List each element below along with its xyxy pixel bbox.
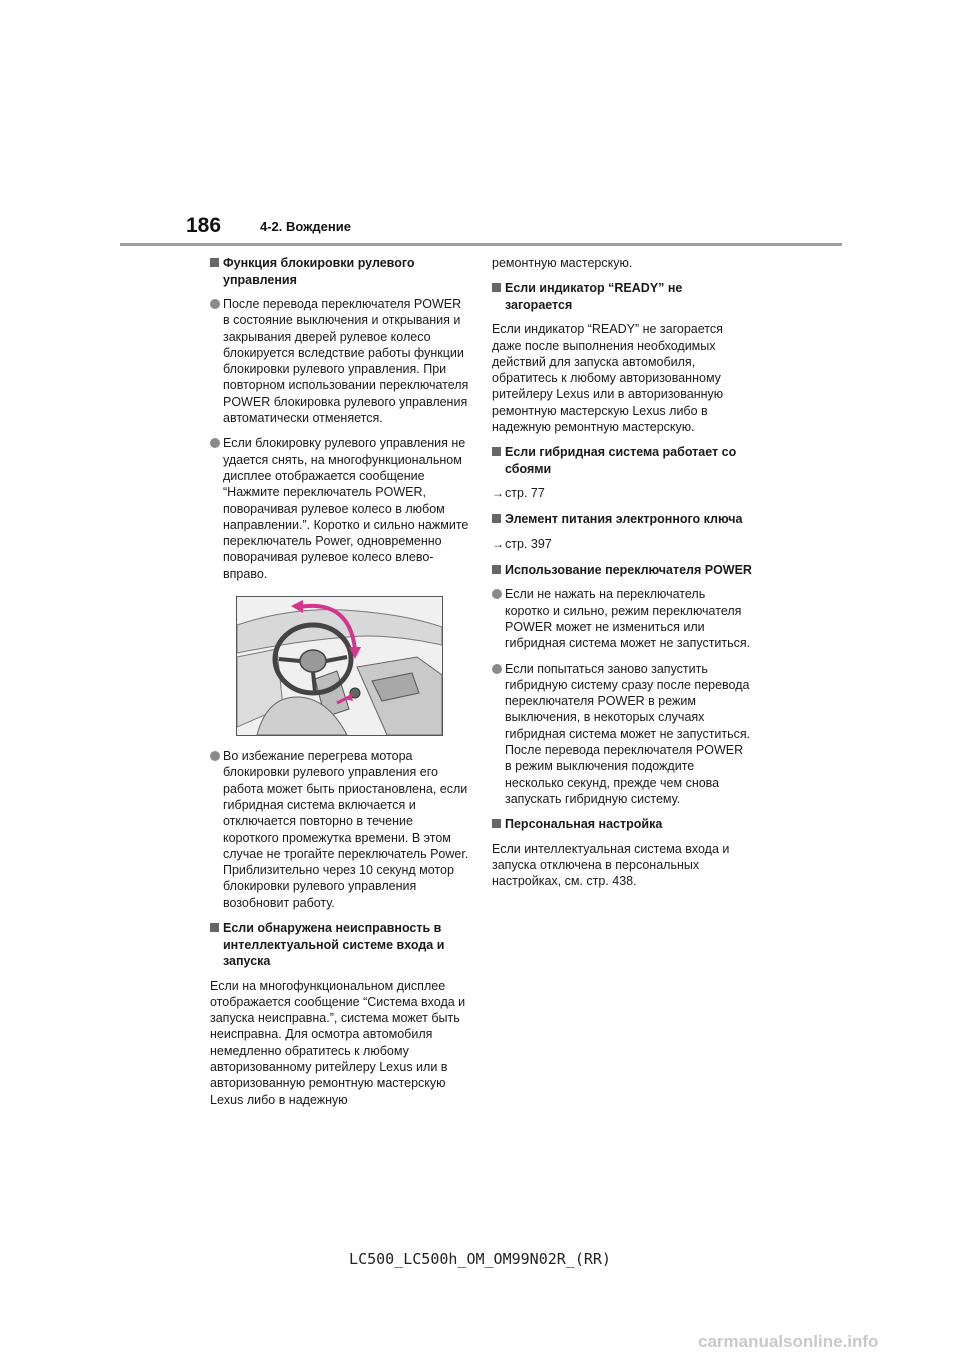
square-bullet-icon [492,447,501,456]
left-column [210,255,470,1117]
steering-wheel-drawing [237,597,442,735]
page-reference-397[interactable]: →стр. 397 [492,536,552,551]
right-column [492,255,752,899]
watermark: carmanualsonline.info [698,1332,879,1351]
page-reference-77[interactable]: →стр. 77 [492,486,545,501]
bullet-power-restart: Если попытаться заново запустить гибридную систему сразу после перевода переключателя POWER в режим выключения, в некоторых случаях гибридная система может не запуститься. После перевода переключателя POWER в режим выключения подождите несколько секунд, прежде чем снова запускать гибридную систему. [492,661,752,808]
square-bullet-icon [210,923,219,932]
section-title: 4-2. Вождение [260,219,351,234]
round-bullet-icon [492,589,502,599]
arrow-right-icon: → [492,536,504,551]
heading-ready-indicator: Если индикатор “READY” не загорается [492,280,752,313]
header-rule [120,243,842,246]
page-number: 186 [186,214,222,237]
bullet-steering-lock-release: Если блокировку рулевого управления не удается снять, на многофункциональном дисплее отображается сообщение “Нажмите переключатель POWER, поворачивая рулевое колесо в любом направлении.”. Коротко и сильно нажмите переключатель Power, одновременно поворачивая рулевое колесо влево-вправо. [210,435,470,582]
paragraph-ready-indicator: Если индикатор “READY” не загорается даже после выполнения необходимых действий для запуска автомобиля, обратитесь к любому авторизованному ритейлеру Lexus или в авторизованную ремонтную мастерскую Lexus либо в надежную ремонтную мастерскую. [492,322,724,435]
paragraph-continuation: ремонтную мастерскую. [492,256,633,270]
paragraph-smart-entry-malfunction: Если на многофункциональном дисплее отображается сообщение “Система входа и запуска неисправна.”, система может быть неисправна. Для осмотра автомобиля немедленно обратитесь к любому авторизованному ритейлеру Lexus или в авторизованную ремонтную мастерскую Lexus либо в надежную [210,978,466,1107]
heading-hybrid-malfunction: Если гибридная система работает со сбоями [492,444,752,477]
bullet-steering-lock-overheat: Во избежание перегрева мотора блокировки рулевого управления его работа может быть приостановлена, если гибридная система включается и отключается повторно в течение короткого промежутка времени. В этом случае не трогайте переключатель Power. Приблизительно через 10 секунд мотор блокировки рулевого управления возобновит работу. [210,748,470,911]
round-bullet-icon [210,751,220,761]
heading-customization: Персональная настройка [492,816,752,833]
paragraph-customization: Если интеллектуальная система входа и запуска отключена в персональных настройках, см. стр. 438. [492,841,730,889]
square-bullet-icon [492,819,501,828]
heading-key-battery: Элемент питания электронного ключа [492,511,752,528]
square-bullet-icon [492,514,501,523]
round-bullet-icon [492,664,502,674]
arrow-right-icon: → [492,486,504,501]
round-bullet-icon [210,438,220,448]
footer-manual-code: LC500_LC500h_OM_OM99N02R_(RR) [349,1250,611,1268]
heading-power-switch-use: Использование переключателя POWER [492,562,752,579]
heading-smart-entry-malfunction: Если обнаружена неисправность в интеллектуальной системе входа и запуска [210,920,470,970]
bullet-steering-lock-auto: После перевода переключателя POWER в состояние выключения и открывания и закрывания дверей рулевое колесо блокируется вследствие работы функции блокировки рулевого управления. При повторном использовании переключателя POWER блокировка рулевого управления автоматически отменяется. [210,296,470,426]
square-bullet-icon [492,283,501,292]
steering-wheel-illustration [236,596,443,736]
bullet-power-press: Если не нажать на переключатель коротко и сильно, режим переключателя POWER может не измениться или гибридная система может не запуститься. [492,586,752,651]
square-bullet-icon [210,258,219,267]
heading-steering-lock: Функция блокировки рулевого управления [210,255,470,288]
round-bullet-icon [210,299,220,309]
square-bullet-icon [492,565,501,574]
